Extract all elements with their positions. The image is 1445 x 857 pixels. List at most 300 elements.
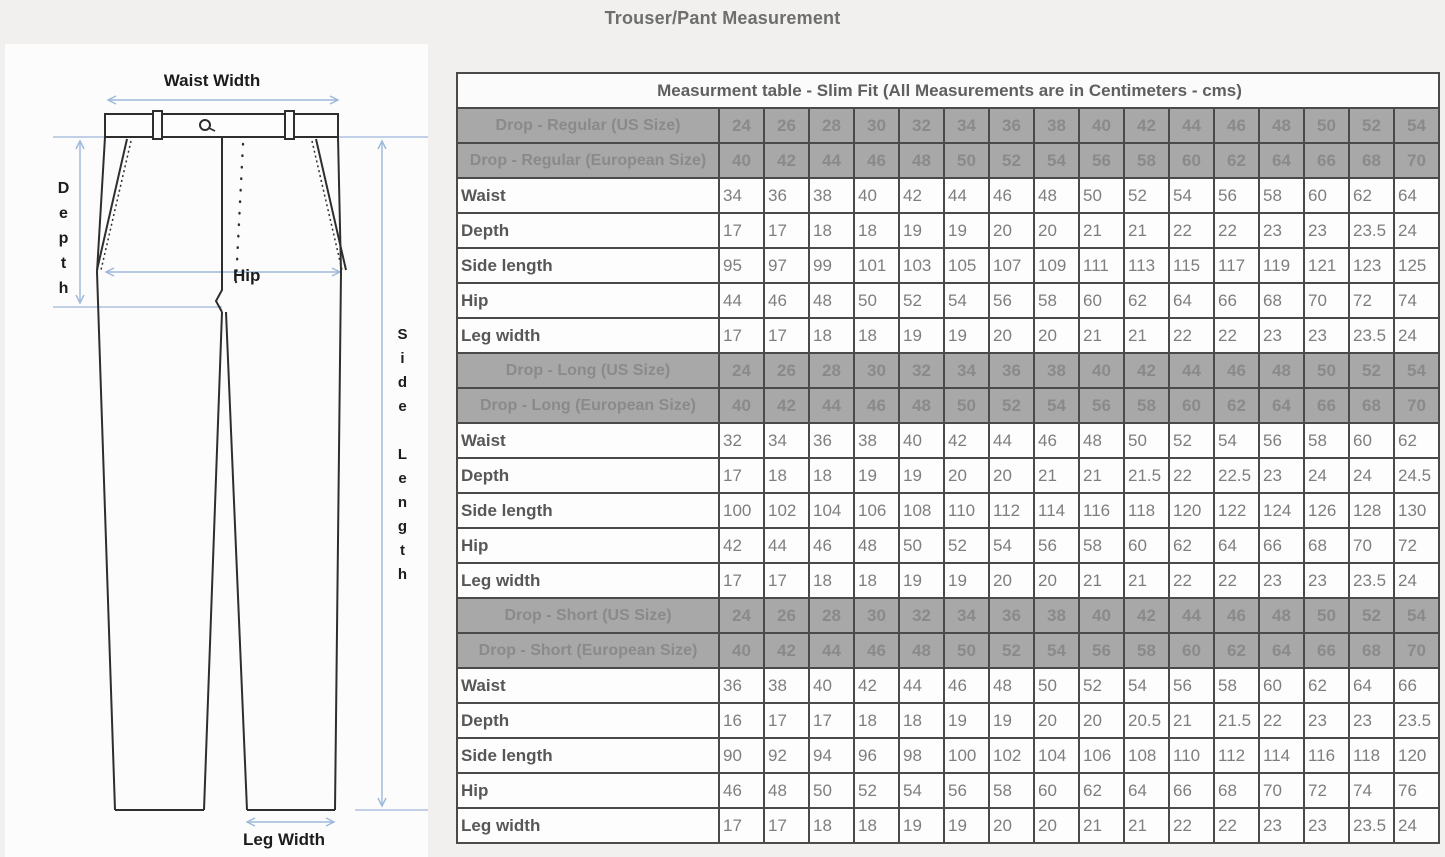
measure-value-cell: 113 bbox=[1124, 248, 1169, 283]
measure-value-cell: 58 bbox=[1259, 178, 1304, 213]
measure-value-cell: 20 bbox=[944, 458, 989, 493]
measure-value-cell: 112 bbox=[989, 493, 1034, 528]
us-size-cell: 24 bbox=[719, 598, 764, 633]
measure-value-cell: 23 bbox=[1259, 563, 1304, 598]
eu-size-cell: 66 bbox=[1304, 143, 1349, 178]
trouser-shape bbox=[97, 111, 346, 810]
eu-size-cell: 68 bbox=[1349, 633, 1394, 668]
measure-row bbox=[457, 213, 1439, 248]
eu-size-cell: 70 bbox=[1394, 143, 1439, 178]
measure-value-cell: 76 bbox=[1394, 773, 1439, 808]
measure-value-cell: 50 bbox=[1124, 423, 1169, 458]
us-size-cell: 30 bbox=[854, 353, 899, 388]
measure-value-cell: 58 bbox=[1214, 668, 1259, 703]
measure-value-cell: 64 bbox=[1349, 668, 1394, 703]
measure-value-cell: 18 bbox=[854, 213, 899, 248]
eu-size-cell: 54 bbox=[1034, 633, 1079, 668]
measure-value-cell: 18 bbox=[809, 213, 854, 248]
us-size-cell: 36 bbox=[989, 353, 1034, 388]
eu-size-cell: 64 bbox=[1259, 388, 1304, 423]
measure-value-cell: 118 bbox=[1349, 738, 1394, 773]
us-size-cell: 42 bbox=[1124, 353, 1169, 388]
measure-value-cell: 62 bbox=[1304, 668, 1349, 703]
measure-value-cell: 50 bbox=[809, 773, 854, 808]
measure-value-cell: 68 bbox=[1259, 283, 1304, 318]
measure-value-cell: 21 bbox=[1124, 808, 1169, 843]
measure-value-cell: 19 bbox=[944, 808, 989, 843]
measure-value-cell: 122 bbox=[1214, 493, 1259, 528]
measure-value-cell: 48 bbox=[989, 668, 1034, 703]
measure-value-cell: 38 bbox=[764, 668, 809, 703]
measure-value-cell: 56 bbox=[989, 283, 1034, 318]
measure-value-cell: 48 bbox=[854, 528, 899, 563]
measure-value-cell: 40 bbox=[809, 668, 854, 703]
measure-value-cell: 107 bbox=[989, 248, 1034, 283]
eu-size-cell: 58 bbox=[1124, 633, 1169, 668]
measure-value-cell: 72 bbox=[1304, 773, 1349, 808]
measure-value-cell: 17 bbox=[719, 808, 764, 843]
eu-size-cell: 50 bbox=[944, 633, 989, 668]
measure-value-cell: 52 bbox=[944, 528, 989, 563]
eu-size-cell: 48 bbox=[899, 633, 944, 668]
measure-value-cell: 20 bbox=[1079, 703, 1124, 738]
eu-size-cell: 68 bbox=[1349, 143, 1394, 178]
measure-value-cell: 23 bbox=[1304, 563, 1349, 598]
eu-size-cell: 42 bbox=[764, 388, 809, 423]
measure-value-cell: 68 bbox=[1304, 528, 1349, 563]
eu-size-cell: 68 bbox=[1349, 388, 1394, 423]
us-size-cell: 24 bbox=[719, 353, 764, 388]
us-size-cell: 30 bbox=[854, 598, 899, 633]
left-outer-seam bbox=[97, 137, 115, 810]
measure-value-cell: 66 bbox=[1214, 283, 1259, 318]
belt-loop-left bbox=[153, 111, 162, 139]
us-size-cell: 48 bbox=[1259, 108, 1304, 143]
trouser-outline-drawing bbox=[5, 44, 428, 857]
measure-value-cell: 19 bbox=[899, 213, 944, 248]
measure-label-cell: Waist bbox=[457, 178, 719, 213]
measure-label-cell: Leg width bbox=[457, 808, 719, 843]
eu-size-cell: 46 bbox=[854, 388, 899, 423]
measure-value-cell: 66 bbox=[1169, 773, 1214, 808]
measure-value-cell: 46 bbox=[944, 668, 989, 703]
us-size-cell: 50 bbox=[1304, 353, 1349, 388]
measure-row bbox=[457, 703, 1439, 738]
measure-value-cell: 102 bbox=[989, 738, 1034, 773]
measure-value-cell: 97 bbox=[764, 248, 809, 283]
measure-value-cell: 50 bbox=[854, 283, 899, 318]
measure-value-cell: 48 bbox=[764, 773, 809, 808]
measure-value-cell: 125 bbox=[1394, 248, 1439, 283]
measure-value-cell: 36 bbox=[809, 423, 854, 458]
measure-value-cell: 21.5 bbox=[1124, 458, 1169, 493]
eu-size-cell: 40 bbox=[719, 143, 764, 178]
measure-value-cell: 17 bbox=[719, 318, 764, 353]
measure-value-cell: 23.5 bbox=[1349, 213, 1394, 248]
us-size-cell: 52 bbox=[1349, 598, 1394, 633]
measure-value-cell: 23 bbox=[1259, 808, 1304, 843]
measure-value-cell: 19 bbox=[944, 703, 989, 738]
measure-value-cell: 19 bbox=[989, 703, 1034, 738]
measure-value-cell: 101 bbox=[854, 248, 899, 283]
measure-value-cell: 111 bbox=[1079, 248, 1124, 283]
us-size-cell: 46 bbox=[1214, 598, 1259, 633]
us-size-cell: 38 bbox=[1034, 353, 1079, 388]
measure-value-cell: 44 bbox=[719, 283, 764, 318]
measure-value-cell: 17 bbox=[764, 703, 809, 738]
measure-label-cell: Side length bbox=[457, 738, 719, 773]
measure-value-cell: 95 bbox=[719, 248, 764, 283]
measure-value-cell: 124 bbox=[1259, 493, 1304, 528]
measure-value-cell: 44 bbox=[989, 423, 1034, 458]
measure-value-cell: 19 bbox=[944, 563, 989, 598]
measure-value-cell: 40 bbox=[899, 423, 944, 458]
waistband bbox=[105, 114, 338, 137]
size-header-row-eu bbox=[457, 143, 1439, 178]
us-size-cell: 26 bbox=[764, 598, 809, 633]
measure-value-cell: 62 bbox=[1124, 283, 1169, 318]
eu-size-cell: 56 bbox=[1079, 388, 1124, 423]
measure-value-cell: 18 bbox=[854, 563, 899, 598]
measure-value-cell: 106 bbox=[854, 493, 899, 528]
eu-size-cell: 70 bbox=[1394, 633, 1439, 668]
measure-label-cell: Depth bbox=[457, 213, 719, 248]
eu-size-cell: 66 bbox=[1304, 633, 1349, 668]
measure-value-cell: 98 bbox=[899, 738, 944, 773]
size-header-row-us bbox=[457, 353, 1439, 388]
measure-row bbox=[457, 423, 1439, 458]
size-header-label: Drop - Short (US Size) bbox=[457, 598, 719, 633]
measure-value-cell: 50 bbox=[899, 528, 944, 563]
measure-value-cell: 23.5 bbox=[1349, 808, 1394, 843]
measure-value-cell: 20 bbox=[1034, 563, 1079, 598]
us-size-cell: 26 bbox=[764, 353, 809, 388]
measure-label-cell: Hip bbox=[457, 773, 719, 808]
pocket-right-stitch bbox=[312, 141, 342, 270]
measure-value-cell: 64 bbox=[1214, 528, 1259, 563]
measure-value-cell: 18 bbox=[764, 458, 809, 493]
measure-value-cell: 17 bbox=[764, 808, 809, 843]
measure-value-cell: 120 bbox=[1169, 493, 1214, 528]
measure-value-cell: 22 bbox=[1214, 318, 1259, 353]
measure-value-cell: 130 bbox=[1394, 493, 1439, 528]
measure-value-cell: 48 bbox=[809, 283, 854, 318]
measure-value-cell: 109 bbox=[1034, 248, 1079, 283]
measure-value-cell: 21 bbox=[1124, 213, 1169, 248]
measure-value-cell: 58 bbox=[1304, 423, 1349, 458]
measure-value-cell: 56 bbox=[944, 773, 989, 808]
measure-value-cell: 32 bbox=[719, 423, 764, 458]
measure-value-cell: 54 bbox=[1169, 178, 1214, 213]
us-size-cell: 54 bbox=[1394, 108, 1439, 143]
measure-value-cell: 19 bbox=[944, 213, 989, 248]
measure-label-cell: Leg width bbox=[457, 563, 719, 598]
measure-value-cell: 46 bbox=[764, 283, 809, 318]
measure-value-cell: 17 bbox=[764, 563, 809, 598]
measure-value-cell: 23 bbox=[1304, 808, 1349, 843]
measure-value-cell: 17 bbox=[719, 563, 764, 598]
eu-size-cell: 48 bbox=[899, 143, 944, 178]
size-header-row-us bbox=[457, 598, 1439, 633]
eu-size-cell: 66 bbox=[1304, 388, 1349, 423]
measure-value-cell: 62 bbox=[1079, 773, 1124, 808]
crease-dotted-line bbox=[236, 144, 243, 282]
measure-value-cell: 54 bbox=[1214, 423, 1259, 458]
measure-label-cell: Waist bbox=[457, 423, 719, 458]
us-size-cell: 28 bbox=[809, 598, 854, 633]
measure-value-cell: 18 bbox=[809, 458, 854, 493]
table-title-row bbox=[457, 73, 1439, 108]
diagram-label-depth: Depth bbox=[55, 180, 72, 305]
us-size-cell: 40 bbox=[1079, 598, 1124, 633]
measure-value-cell: 18 bbox=[899, 703, 944, 738]
measure-value-cell: 116 bbox=[1304, 738, 1349, 773]
measure-value-cell: 62 bbox=[1169, 528, 1214, 563]
measure-row bbox=[457, 773, 1439, 808]
measure-value-cell: 23 bbox=[1349, 703, 1394, 738]
measure-value-cell: 64 bbox=[1124, 773, 1169, 808]
measure-value-cell: 42 bbox=[854, 668, 899, 703]
measure-value-cell: 22 bbox=[1169, 213, 1214, 248]
measure-value-cell: 21 bbox=[1124, 563, 1169, 598]
measure-value-cell: 46 bbox=[809, 528, 854, 563]
measure-value-cell: 38 bbox=[854, 423, 899, 458]
eu-size-cell: 42 bbox=[764, 143, 809, 178]
eu-size-cell: 60 bbox=[1169, 143, 1214, 178]
measure-value-cell: 23 bbox=[1259, 213, 1304, 248]
measure-value-cell: 46 bbox=[1034, 423, 1079, 458]
measure-row bbox=[457, 738, 1439, 773]
eu-size-cell: 40 bbox=[719, 388, 764, 423]
measure-value-cell: 115 bbox=[1169, 248, 1214, 283]
measure-value-cell: 64 bbox=[1169, 283, 1214, 318]
eu-size-cell: 58 bbox=[1124, 388, 1169, 423]
measure-value-cell: 60 bbox=[1079, 283, 1124, 318]
measure-value-cell: 108 bbox=[899, 493, 944, 528]
us-size-cell: 28 bbox=[809, 353, 854, 388]
measure-value-cell: 20 bbox=[1034, 213, 1079, 248]
measure-value-cell: 22 bbox=[1169, 458, 1214, 493]
measure-value-cell: 21 bbox=[1079, 318, 1124, 353]
measure-value-cell: 44 bbox=[944, 178, 989, 213]
us-size-cell: 50 bbox=[1304, 108, 1349, 143]
size-header-row-eu bbox=[457, 388, 1439, 423]
us-size-cell: 48 bbox=[1259, 598, 1304, 633]
diagram-label-hip: Hip bbox=[233, 266, 261, 285]
eu-size-cell: 44 bbox=[809, 143, 854, 178]
us-size-cell: 34 bbox=[944, 598, 989, 633]
measure-value-cell: 126 bbox=[1304, 493, 1349, 528]
measure-value-cell: 99 bbox=[809, 248, 854, 283]
us-size-cell: 46 bbox=[1214, 353, 1259, 388]
measure-value-cell: 18 bbox=[809, 808, 854, 843]
eu-size-cell: 48 bbox=[899, 388, 944, 423]
us-size-cell: 54 bbox=[1394, 353, 1439, 388]
measure-value-cell: 106 bbox=[1079, 738, 1124, 773]
measure-value-cell: 102 bbox=[764, 493, 809, 528]
us-size-cell: 44 bbox=[1169, 108, 1214, 143]
eu-size-cell: 42 bbox=[764, 633, 809, 668]
size-header-row-us bbox=[457, 108, 1439, 143]
measure-value-cell: 58 bbox=[1079, 528, 1124, 563]
measure-value-cell: 24 bbox=[1394, 213, 1439, 248]
measure-value-cell: 50 bbox=[1034, 668, 1079, 703]
measure-value-cell: 22 bbox=[1214, 808, 1259, 843]
size-header-row-eu bbox=[457, 633, 1439, 668]
measure-value-cell: 19 bbox=[854, 458, 899, 493]
measure-value-cell: 74 bbox=[1394, 283, 1439, 318]
measure-value-cell: 24 bbox=[1394, 808, 1439, 843]
measure-label-cell: Side length bbox=[457, 248, 719, 283]
us-size-cell: 36 bbox=[989, 108, 1034, 143]
measure-value-cell: 46 bbox=[719, 773, 764, 808]
us-size-cell: 32 bbox=[899, 353, 944, 388]
eu-size-cell: 64 bbox=[1259, 633, 1304, 668]
measure-value-cell: 46 bbox=[989, 178, 1034, 213]
measure-value-cell: 94 bbox=[809, 738, 854, 773]
measure-value-cell: 104 bbox=[1034, 738, 1079, 773]
measure-value-cell: 18 bbox=[809, 318, 854, 353]
diagram-label-side-length: Side Length bbox=[394, 326, 411, 590]
us-size-cell: 42 bbox=[1124, 598, 1169, 633]
measurement-table bbox=[456, 72, 1440, 844]
measure-value-cell: 123 bbox=[1349, 248, 1394, 283]
measure-value-cell: 19 bbox=[899, 563, 944, 598]
measure-value-cell: 44 bbox=[899, 668, 944, 703]
eu-size-cell: 60 bbox=[1169, 388, 1214, 423]
measure-value-cell: 74 bbox=[1349, 773, 1394, 808]
measure-value-cell: 92 bbox=[764, 738, 809, 773]
us-size-cell: 32 bbox=[899, 108, 944, 143]
us-size-cell: 46 bbox=[1214, 108, 1259, 143]
measure-value-cell: 60 bbox=[1304, 178, 1349, 213]
measure-value-cell: 54 bbox=[1124, 668, 1169, 703]
measure-value-cell: 114 bbox=[1259, 738, 1304, 773]
measure-value-cell: 24 bbox=[1394, 318, 1439, 353]
us-size-cell: 40 bbox=[1079, 108, 1124, 143]
measure-value-cell: 23 bbox=[1304, 318, 1349, 353]
measure-value-cell: 121 bbox=[1304, 248, 1349, 283]
eu-size-cell: 54 bbox=[1034, 143, 1079, 178]
measure-value-cell: 21 bbox=[1124, 318, 1169, 353]
measure-row bbox=[457, 458, 1439, 493]
measure-value-cell: 114 bbox=[1034, 493, 1079, 528]
fly-line bbox=[216, 137, 222, 312]
measure-value-cell: 42 bbox=[899, 178, 944, 213]
measure-value-cell: 18 bbox=[809, 563, 854, 598]
measure-value-cell: 62 bbox=[1394, 423, 1439, 458]
measure-value-cell: 117 bbox=[1214, 248, 1259, 283]
measure-value-cell: 42 bbox=[944, 423, 989, 458]
trouser-measurement-diagram bbox=[5, 44, 428, 857]
measure-value-cell: 110 bbox=[944, 493, 989, 528]
measure-value-cell: 56 bbox=[1034, 528, 1079, 563]
measure-value-cell: 23 bbox=[1304, 213, 1349, 248]
measure-value-cell: 20.5 bbox=[1124, 703, 1169, 738]
eu-size-cell: 50 bbox=[944, 388, 989, 423]
measure-value-cell: 36 bbox=[764, 178, 809, 213]
us-size-cell: 52 bbox=[1349, 353, 1394, 388]
measure-value-cell: 24 bbox=[1304, 458, 1349, 493]
us-size-cell: 28 bbox=[809, 108, 854, 143]
eu-size-cell: 58 bbox=[1124, 143, 1169, 178]
us-size-cell: 34 bbox=[944, 108, 989, 143]
measure-value-cell: 70 bbox=[1259, 773, 1304, 808]
eu-size-cell: 40 bbox=[719, 633, 764, 668]
measure-value-cell: 66 bbox=[1259, 528, 1304, 563]
table-title: Measurment table - Slim Fit (All Measurements are in Centimeters - cms) bbox=[457, 73, 1439, 108]
measure-value-cell: 103 bbox=[899, 248, 944, 283]
measure-guide-lines bbox=[53, 137, 428, 810]
measure-value-cell: 116 bbox=[1079, 493, 1124, 528]
measure-value-cell: 54 bbox=[899, 773, 944, 808]
measure-value-cell: 68 bbox=[1214, 773, 1259, 808]
size-header-label: Drop - Long (European Size) bbox=[457, 388, 719, 423]
measure-value-cell: 19 bbox=[899, 458, 944, 493]
measure-label-cell: Waist bbox=[457, 668, 719, 703]
measure-value-cell: 38 bbox=[809, 178, 854, 213]
measure-value-cell: 22 bbox=[1214, 213, 1259, 248]
measure-value-cell: 22 bbox=[1169, 318, 1214, 353]
measure-value-cell: 20 bbox=[1034, 808, 1079, 843]
eu-size-cell: 70 bbox=[1394, 388, 1439, 423]
us-size-cell: 54 bbox=[1394, 598, 1439, 633]
size-header-label: Drop - Regular (US Size) bbox=[457, 108, 719, 143]
belt-loop-right bbox=[285, 111, 294, 139]
measure-value-cell: 18 bbox=[854, 808, 899, 843]
measure-value-cell: 54 bbox=[944, 283, 989, 318]
diagram-label-waist-width: Waist Width bbox=[163, 71, 261, 90]
measure-value-cell: 22 bbox=[1169, 563, 1214, 598]
measure-value-cell: 34 bbox=[719, 178, 764, 213]
measure-value-cell: 119 bbox=[1259, 248, 1304, 283]
us-size-cell: 32 bbox=[899, 598, 944, 633]
measure-value-cell: 90 bbox=[719, 738, 764, 773]
eu-size-cell: 56 bbox=[1079, 143, 1124, 178]
measure-label-cell: Hip bbox=[457, 283, 719, 318]
measure-row bbox=[457, 563, 1439, 598]
measure-value-cell: 18 bbox=[854, 318, 899, 353]
measure-value-cell: 42 bbox=[719, 528, 764, 563]
us-size-cell: 48 bbox=[1259, 353, 1304, 388]
measure-value-cell: 19 bbox=[944, 318, 989, 353]
measure-row bbox=[457, 178, 1439, 213]
measure-value-cell: 21 bbox=[1079, 563, 1124, 598]
us-size-cell: 36 bbox=[989, 598, 1034, 633]
measure-value-cell: 20 bbox=[1034, 703, 1079, 738]
eu-size-cell: 64 bbox=[1259, 143, 1304, 178]
measure-value-cell: 96 bbox=[854, 738, 899, 773]
measure-value-cell: 23.5 bbox=[1349, 318, 1394, 353]
measure-label-cell: Side length bbox=[457, 493, 719, 528]
pocket-right bbox=[316, 139, 346, 270]
us-size-cell: 38 bbox=[1034, 108, 1079, 143]
measure-value-cell: 17 bbox=[719, 213, 764, 248]
page-title: Trouser/Pant Measurement bbox=[604, 8, 841, 28]
measure-row bbox=[457, 493, 1439, 528]
measure-value-cell: 100 bbox=[719, 493, 764, 528]
measure-row bbox=[457, 528, 1439, 563]
measure-value-cell: 60 bbox=[1259, 668, 1304, 703]
eu-size-cell: 54 bbox=[1034, 388, 1079, 423]
measure-value-cell: 58 bbox=[989, 773, 1034, 808]
measure-label-cell: Leg width bbox=[457, 318, 719, 353]
measure-value-cell: 56 bbox=[1259, 423, 1304, 458]
measure-value-cell: 72 bbox=[1394, 528, 1439, 563]
eu-size-cell: 60 bbox=[1169, 633, 1214, 668]
measure-value-cell: 58 bbox=[1034, 283, 1079, 318]
measure-value-cell: 52 bbox=[1169, 423, 1214, 458]
